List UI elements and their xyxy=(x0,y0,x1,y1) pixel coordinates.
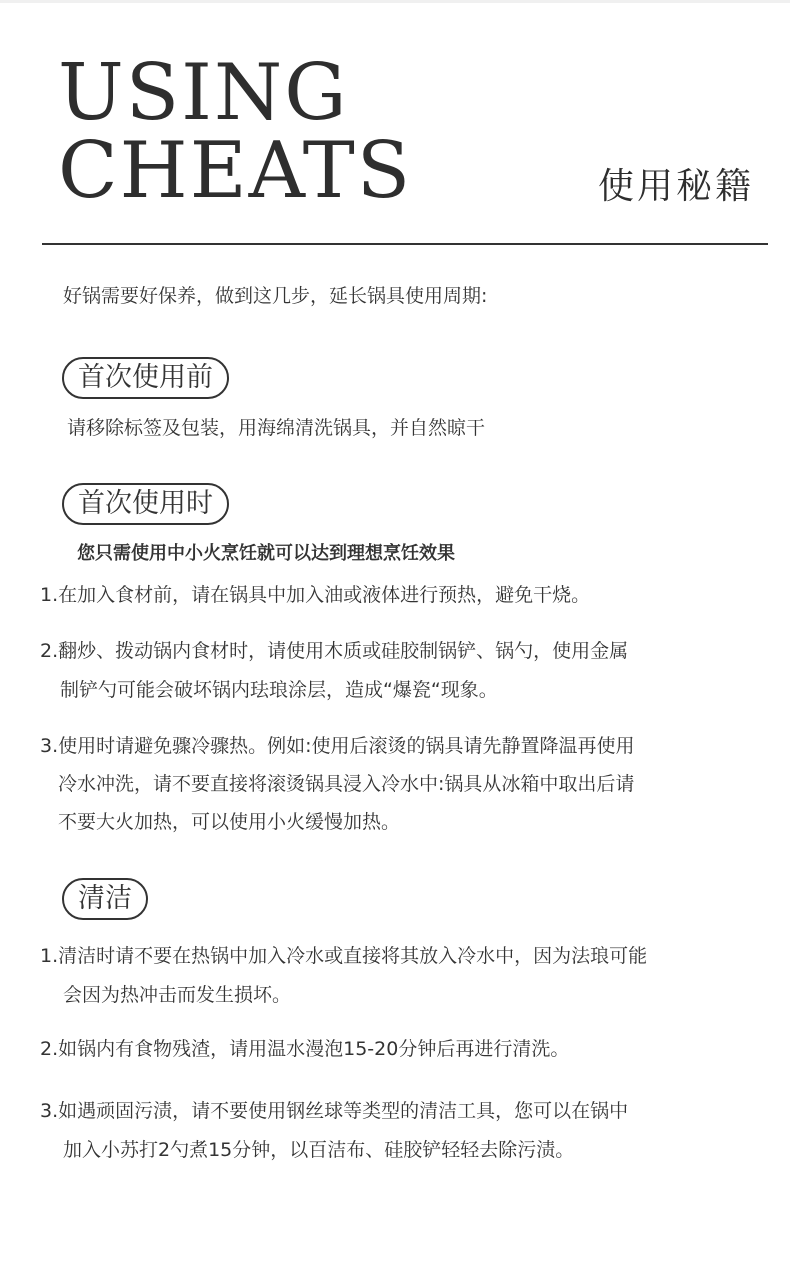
top-divider xyxy=(0,0,790,3)
section-heading-before-first-use: 首次使用前 xyxy=(62,357,229,399)
intro-text: 好锅需要好保养，做到这几步，延长锅具使用周期: xyxy=(63,285,488,307)
title-line-2: CHEATS xyxy=(58,126,413,216)
list-item: 3.如遇顽固污渍，请不要使用钢丝球等类型的清洁工具，您可以在锅中 xyxy=(40,1100,629,1122)
page-subtitle: 使用秘籍 xyxy=(598,166,755,207)
header-rule xyxy=(42,243,768,245)
page-title xyxy=(58,48,413,216)
list-item-continuation: 冷水冲洗，请不要直接将滚烫锅具浸入冷水中:锅具从冰箱中取出后请 xyxy=(58,773,635,795)
list-item-continuation: 会因为热冲击而发生损坏。 xyxy=(63,984,292,1006)
title-line-1: USING xyxy=(58,48,349,138)
list-item-continuation: 制铲勺可能会破坏锅内珐琅涂层，造成“爆瓷“现象。 xyxy=(60,679,498,701)
list-item: 2.翻炒、拨动锅内食材时，请使用木质或硅胶制锅铲、锅勺，使用金属 xyxy=(40,640,629,662)
section-heading-first-use: 首次使用时 xyxy=(62,483,229,525)
list-item: 1.在加入食材前，请在锅具中加入油或液体进行预热，避免干烧。 xyxy=(40,584,591,606)
section-heading-cleaning: 清洁 xyxy=(62,878,148,920)
list-item-continuation: 不要大火加热，可以使用小火缓慢加热。 xyxy=(58,811,401,833)
list-item: 2.如锅内有食物残渣，请用温水漫泡15-20分钟后再进行清洗。 xyxy=(40,1038,570,1060)
list-item: 1.清洁时请不要在热锅中加入冷水或直接将其放入冷水中，因为法琅可能 xyxy=(40,945,648,967)
emphasis-text: 您只需使用中小火烹饪就可以达到理想烹饪效果 xyxy=(77,543,455,564)
list-item: 3.使用时请避免骤冷骤热。例如:使用后滚烫的锅具请先静置降温再使用 xyxy=(40,735,635,757)
list-item-continuation: 加入小苏打2勺煮15分钟，以百洁布、硅胶铲轻轻去除污渍。 xyxy=(63,1139,575,1161)
section-text: 请移除标签及包装，用海绵清洗锅具，并自然晾干 xyxy=(67,417,486,439)
